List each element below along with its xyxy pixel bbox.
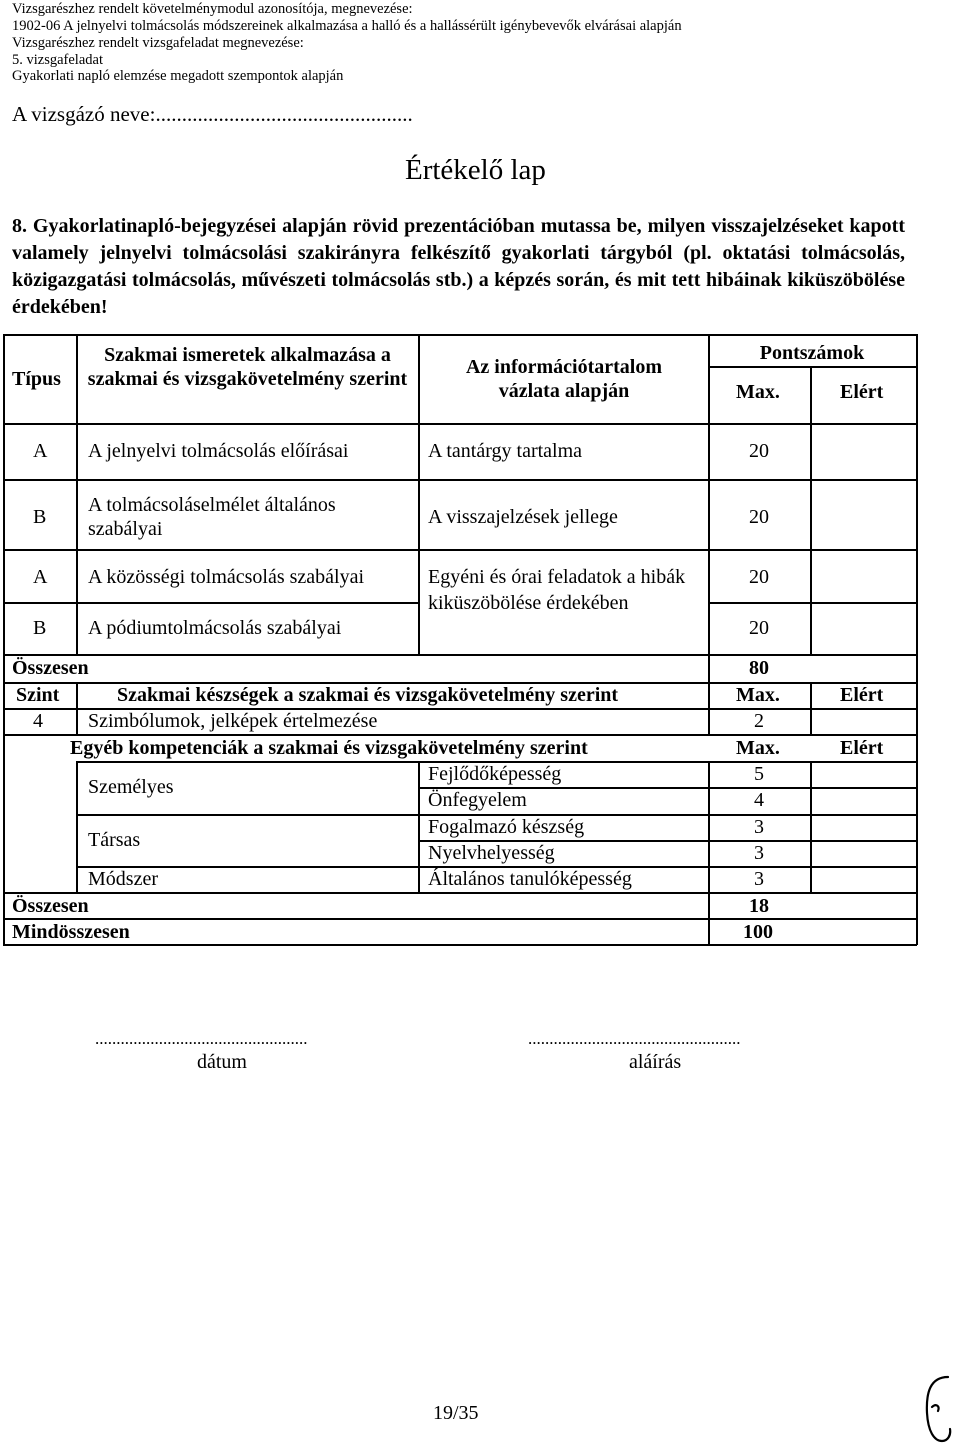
date-label: dátum xyxy=(197,1051,247,1073)
skills-row-label: Szimbólumok, jelképek értelmezése xyxy=(88,710,378,732)
row3-info: Egyéni és órai feladatok a hibák kiküszöbölése érdekében xyxy=(428,566,686,614)
row3-knowledge: A közösségi tolmácsolás szabályai xyxy=(88,566,365,588)
competency-group-personal: Személyes xyxy=(88,776,174,798)
col-head-type: Típus xyxy=(12,368,61,390)
row2-info: A visszajelzések jellege xyxy=(428,506,618,528)
skills-head-level: Szint xyxy=(16,684,60,706)
row2-max: 20 xyxy=(749,506,769,528)
col-head-max: Max. xyxy=(736,381,780,403)
row4-max: 20 xyxy=(749,617,769,639)
task-description: 8. Gyakorlatinapló-bejegyzései alapján rövid prezentációban mutassa be, milyen visszajelzéseket kapott valamely jelnyelvi tolmácsolási szakirányra felkészítő gyakorlati tárgyból (pl. oktatási tolmácsolás, közigazgatási tolmácsolás, művészeti tolmácsolás stb.) a képzés során, és mit tett hibáinak kiküszöbölése érdekében! xyxy=(12,215,905,318)
col-head-achieved: Elért xyxy=(840,381,884,403)
header-line-1: Vizsgarészhez rendelt követelménymodul azonosítója, megnevezése: xyxy=(12,1,413,17)
row3-type: A xyxy=(33,566,48,588)
header-line-4: 5. vizsgafeladat xyxy=(12,52,103,68)
skills-head-label: Szakmai készségek a szakmai és vizsgakövetelmény szerint xyxy=(117,684,619,706)
handwritten-initial-icon xyxy=(918,1373,954,1450)
signature-label: aláírás xyxy=(629,1051,682,1073)
grand-total-value: 100 xyxy=(743,921,773,943)
date-line: .................................................. xyxy=(95,1029,308,1048)
page-title: Értékelő lap xyxy=(405,154,546,186)
competency-max: 3 xyxy=(754,816,764,838)
total1-label: Összesen xyxy=(12,657,89,679)
competency-group-social: Társas xyxy=(88,829,141,851)
competency-item: Általános tanulóképesség xyxy=(428,868,632,890)
examinee-name-field: A vizsgázó neve:................................................. xyxy=(12,102,413,126)
row4-knowledge: A pódiumtolmácsolás szabályai xyxy=(88,617,342,639)
page-number: 19/35 xyxy=(433,1402,479,1424)
competency-group-method: Módszer xyxy=(88,868,158,890)
row3-max: 20 xyxy=(749,566,769,588)
competency-max: 5 xyxy=(754,763,764,785)
grand-total-label: Mindösszesen xyxy=(12,921,130,943)
row1-type: A xyxy=(33,440,48,462)
row4-type: B xyxy=(33,617,47,639)
skills-row-level: 4 xyxy=(33,710,43,732)
competency-item: Önfegyelem xyxy=(428,789,527,811)
row1-knowledge: A jelnyelvi tolmácsolás előírásai xyxy=(88,440,349,462)
header-line-3: Vizsgarészhez rendelt vizsgafeladat megnevezése: xyxy=(12,35,304,51)
total2-label: Összesen xyxy=(12,895,89,917)
skills-row-max: 2 xyxy=(754,710,764,732)
header-line-2: 1902-06 A jelnyelvi tolmácsolás módszereinek alkalmazása a halló és a hallássérült igénybevevők elvárásai alapján xyxy=(12,18,682,34)
competency-item: Fejlődőképesség xyxy=(428,763,562,785)
total2-value: 18 xyxy=(749,895,769,917)
col-head-points: Pontszámok xyxy=(759,342,865,364)
row2-knowledge: A tolmácsoláselmélet általános szabályai xyxy=(88,494,336,540)
col-head-info: Az információtartalom vázlata alapján xyxy=(465,356,663,402)
other-head-max: Max. xyxy=(736,737,780,759)
competency-max: 3 xyxy=(754,842,764,864)
competency-max: 4 xyxy=(754,789,764,811)
row2-type: B xyxy=(33,506,47,528)
signature-line: .................................................. xyxy=(528,1029,741,1048)
skills-head-max: Max. xyxy=(736,684,780,706)
competency-max: 3 xyxy=(754,868,764,890)
skills-head-achieved: Elért xyxy=(840,684,884,706)
row1-info: A tantárgy tartalma xyxy=(428,440,583,462)
header-line-5: Gyakorlati napló elemzése megadott szempontok alapján xyxy=(12,68,344,84)
row1-max: 20 xyxy=(749,440,769,462)
other-head-label: Egyéb kompetenciák a szakmai és vizsgakövetelmény szerint xyxy=(70,737,588,759)
col-head-knowledge: Szakmai ismeretek alkalmazása a szakmai és vizsgakövetelmény szerint xyxy=(87,344,408,390)
competency-item: Nyelvhelyesség xyxy=(428,842,555,864)
competency-item: Fogalmazó készség xyxy=(428,816,585,838)
other-head-achieved: Elért xyxy=(840,737,884,759)
total1-value: 80 xyxy=(749,657,769,679)
